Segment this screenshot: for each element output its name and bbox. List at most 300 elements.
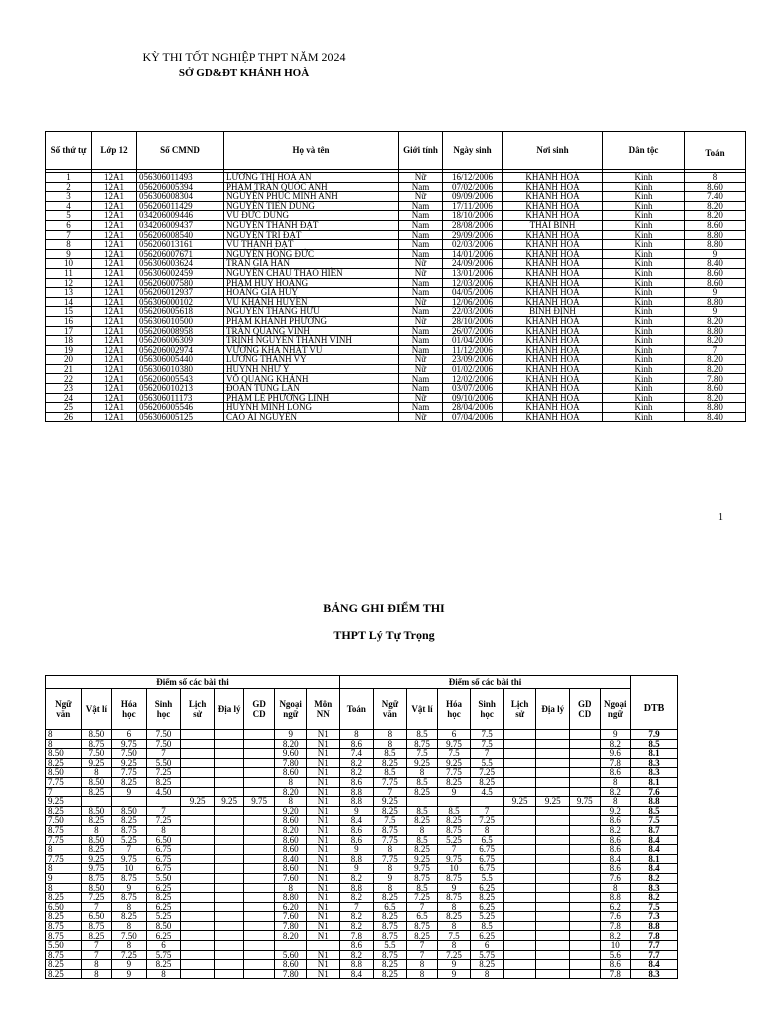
table-cell: 8.3 xyxy=(631,758,678,768)
table-cell xyxy=(503,912,536,922)
table-cell: 8.5 xyxy=(407,835,438,845)
table-cell: 5.75 xyxy=(471,950,504,960)
table-cell: LƯƠNG THANH VY xyxy=(224,355,399,365)
table-cell: 6.25 xyxy=(146,902,181,912)
table-cell: Nam xyxy=(399,345,443,355)
table-cell: Nam xyxy=(399,182,443,192)
table-cell: 16 xyxy=(46,316,92,326)
table-cell: 7.50 xyxy=(146,739,181,749)
table-cell: N1 xyxy=(307,787,340,797)
table-cell: 7.50 xyxy=(112,749,147,759)
table-cell: Nữ xyxy=(399,173,443,183)
table-cell: Kinh xyxy=(603,240,685,250)
table-cell: 6.25 xyxy=(471,902,504,912)
table-cell: 8.25 xyxy=(81,931,112,941)
table-cell: 056206007671 xyxy=(137,249,224,259)
table-cell: TRẦN GIA HÂN xyxy=(224,259,399,269)
table-cell: 8.60 xyxy=(685,182,746,192)
table-cell: 12A1 xyxy=(92,355,137,365)
table-cell: 8.4 xyxy=(631,835,678,845)
table-cell: Kinh xyxy=(603,259,685,269)
table-cell xyxy=(570,902,601,912)
table-cell xyxy=(307,941,340,951)
table-row xyxy=(46,969,678,979)
table-cell: 7.6 xyxy=(600,912,631,922)
table-cell: 8.25 xyxy=(437,912,471,922)
table-cell: 7 xyxy=(340,902,374,912)
table-cell xyxy=(214,931,244,941)
table-cell: N1 xyxy=(307,825,340,835)
table-cell: BÌNH ĐỊNH xyxy=(503,307,603,317)
table-cell: 6.5 xyxy=(373,902,407,912)
table-cell: 18/10/2006 xyxy=(443,211,503,221)
table-cell: N1 xyxy=(307,768,340,778)
table-cell: 7.8 xyxy=(340,931,374,941)
table1-header-cell: Số CMND xyxy=(137,132,224,170)
table-cell: 8.75 xyxy=(407,739,438,749)
table-cell: 056306011493 xyxy=(137,173,224,183)
table-cell: N1 xyxy=(307,864,340,874)
table-cell xyxy=(244,758,275,768)
table-cell: 056206013161 xyxy=(137,240,224,250)
table-cell xyxy=(503,950,536,960)
table-cell: 14 xyxy=(46,297,92,307)
table-cell: 8.20 xyxy=(685,364,746,374)
table-cell: 7.3 xyxy=(631,912,678,922)
table-cell: 12/02/2006 xyxy=(443,374,503,384)
table1-clip xyxy=(0,0,725,500)
table-cell: N1 xyxy=(307,845,340,855)
table-cell xyxy=(536,845,570,855)
table-cell: 6.20 xyxy=(274,902,307,912)
table-cell: 8.1 xyxy=(631,777,678,787)
table-cell: 056206006309 xyxy=(137,336,224,346)
table-cell: 8 xyxy=(373,864,407,874)
table-row xyxy=(46,192,746,202)
table-cell xyxy=(181,758,215,768)
table-cell: 8.4 xyxy=(340,969,374,979)
table-cell: 7.9 xyxy=(631,730,678,740)
table-cell: Kinh xyxy=(603,345,685,355)
table2-header-cell: Lịch sử xyxy=(181,689,215,730)
table-cell xyxy=(570,931,601,941)
table-cell: 8.8 xyxy=(631,797,678,807)
table-cell: 9 xyxy=(437,969,471,979)
table-cell: 8 xyxy=(274,797,307,807)
table-cell: 034206009437 xyxy=(137,220,224,230)
table-cell: 07/02/2006 xyxy=(443,182,503,192)
table-cell: 6 xyxy=(46,220,92,230)
table-cell: 19 xyxy=(46,345,92,355)
table-cell: Kinh xyxy=(603,220,685,230)
table-cell: 8.6 xyxy=(600,960,631,970)
table-cell xyxy=(503,893,536,903)
table-cell: 7.25 xyxy=(471,816,504,826)
table-cell: 8.60 xyxy=(274,960,307,970)
table-row xyxy=(46,835,678,845)
table-cell: PHẠM KHÁNH PHƯƠNG xyxy=(224,316,399,326)
table-cell xyxy=(503,758,536,768)
table-cell: 21 xyxy=(46,364,92,374)
table-cell: KHÁNH HOÀ xyxy=(503,211,603,221)
student-info-table xyxy=(45,131,746,422)
table-cell: Nam xyxy=(399,336,443,346)
table1-header-cell: Nơi sinh xyxy=(503,132,603,170)
table-cell: NGUYỄN TRÍ ĐẠT xyxy=(224,230,399,240)
table-cell: 8 xyxy=(407,969,438,979)
table-cell: N1 xyxy=(307,835,340,845)
table-cell: 056206005543 xyxy=(137,374,224,384)
table-cell: 8.6 xyxy=(340,777,374,787)
table-cell: 8.2 xyxy=(600,787,631,797)
table-cell xyxy=(570,825,601,835)
table-cell xyxy=(214,768,244,778)
table-cell: 14/01/2006 xyxy=(443,249,503,259)
table-cell: 6.75 xyxy=(146,845,181,855)
table-cell: 8.25 xyxy=(373,758,407,768)
table-cell: 5.60 xyxy=(274,950,307,960)
table-cell: 9 xyxy=(373,873,407,883)
table-row xyxy=(46,730,678,740)
table-cell: 12A1 xyxy=(92,240,137,250)
table-cell xyxy=(181,864,215,874)
table-cell: 8.3 xyxy=(631,768,678,778)
table-cell xyxy=(244,931,275,941)
table-cell xyxy=(570,854,601,864)
table2-header-cell: Vật lí xyxy=(407,689,438,730)
table-cell: 9.75 xyxy=(244,797,275,807)
table-cell: 7.8 xyxy=(600,758,631,768)
table-cell: 034206009446 xyxy=(137,211,224,221)
table-cell: 8.20 xyxy=(685,393,746,403)
table-cell xyxy=(536,950,570,960)
table-cell: 8.75 xyxy=(437,873,471,883)
table-row xyxy=(46,902,678,912)
table-cell xyxy=(244,825,275,835)
table-cell xyxy=(181,883,215,893)
table-cell: 7.5 xyxy=(471,730,504,740)
table-cell: Kinh xyxy=(603,326,685,336)
table-cell: 8.60 xyxy=(685,268,746,278)
table-cell: 8.50 xyxy=(81,835,112,845)
table-cell: Nam xyxy=(399,374,443,384)
table-cell xyxy=(181,854,215,864)
table-cell: 8.6 xyxy=(600,864,631,874)
table-cell: 5.50 xyxy=(146,873,181,883)
table-cell: 8.40 xyxy=(274,854,307,864)
table-cell: 8.75 xyxy=(373,921,407,931)
table-cell: 6.25 xyxy=(146,883,181,893)
table2-group-row xyxy=(46,676,678,689)
table-cell: 8 xyxy=(46,739,82,749)
table-cell: 8.4 xyxy=(340,816,374,826)
table-cell: 8.2 xyxy=(600,739,631,749)
table-cell: 056306002459 xyxy=(137,268,224,278)
table-cell xyxy=(503,864,536,874)
table-cell: 12A1 xyxy=(92,403,137,413)
table-cell: 8 xyxy=(373,883,407,893)
table-cell: 20 xyxy=(46,355,92,365)
table-cell: 8.25 xyxy=(146,777,181,787)
table-cell xyxy=(503,960,536,970)
table-cell xyxy=(181,902,215,912)
table-cell: 8.20 xyxy=(685,355,746,365)
table1-header-cell: Dân tộc xyxy=(603,132,685,170)
table-cell: 7.75 xyxy=(46,777,82,787)
table-cell: Nữ xyxy=(399,412,443,422)
table-cell: 8.75 xyxy=(46,931,82,941)
table-cell: 7.75 xyxy=(373,835,407,845)
table-cell xyxy=(214,835,244,845)
table-cell: 8.75 xyxy=(407,873,438,883)
table-cell xyxy=(503,931,536,941)
table-cell xyxy=(244,873,275,883)
table-cell: 8 xyxy=(437,921,471,931)
table-cell: 9.25 xyxy=(112,758,147,768)
page-number: 1 xyxy=(718,512,723,523)
table-cell: 8.25 xyxy=(46,969,82,979)
table-cell: 8 xyxy=(685,173,746,183)
table-cell xyxy=(181,816,215,826)
table2-header-cell: Toán xyxy=(340,689,374,730)
table-cell: 7.80 xyxy=(274,969,307,979)
table-cell: 8.25 xyxy=(146,960,181,970)
table-cell xyxy=(214,787,244,797)
table-row xyxy=(46,336,746,346)
table-cell: N1 xyxy=(307,854,340,864)
table-cell: 5.75 xyxy=(146,950,181,960)
table-cell: 12A1 xyxy=(92,211,137,221)
table-cell xyxy=(570,816,601,826)
table-cell xyxy=(503,816,536,826)
table-cell xyxy=(503,749,536,759)
table-cell: 7.25 xyxy=(407,893,438,903)
table-cell: 8.6 xyxy=(600,845,631,855)
table-cell xyxy=(181,969,215,979)
table-row xyxy=(46,211,746,221)
table-cell: NGUYỄN CHÂU THẢO HIỀN xyxy=(224,268,399,278)
table-cell xyxy=(536,883,570,893)
table-cell: 12 xyxy=(46,278,92,288)
table-cell: 056206002974 xyxy=(137,345,224,355)
table-cell xyxy=(570,758,601,768)
table-cell xyxy=(503,921,536,931)
table-cell: 6 xyxy=(112,730,147,740)
table-cell: 28/10/2006 xyxy=(443,316,503,326)
table-cell: 6.75 xyxy=(146,864,181,874)
table-cell: 8 xyxy=(373,730,407,740)
table-cell: 13 xyxy=(46,288,92,298)
table-cell: N1 xyxy=(307,873,340,883)
table-cell xyxy=(244,902,275,912)
table-cell: 8 xyxy=(407,768,438,778)
table-cell: N1 xyxy=(307,969,340,979)
table-cell: NGUYỄN TIẾN DŨNG xyxy=(224,201,399,211)
table-cell xyxy=(214,873,244,883)
table-cell xyxy=(214,749,244,759)
table-cell xyxy=(214,902,244,912)
table-cell xyxy=(570,912,601,922)
table-cell: 8.1 xyxy=(631,854,678,864)
table-cell: Kinh xyxy=(603,288,685,298)
exam-title: KỲ THI TỐT NGHIỆP THPT NĂM 2024 xyxy=(142,50,346,64)
table-cell xyxy=(536,768,570,778)
table-cell: 9.25 xyxy=(536,797,570,807)
table-cell: 8.8 xyxy=(340,854,374,864)
table2-header-cell: Sinh học xyxy=(146,689,181,730)
table-row xyxy=(46,173,746,183)
table-row xyxy=(46,259,746,269)
table-cell: N1 xyxy=(307,806,340,816)
table-cell: 8.5 xyxy=(407,777,438,787)
table-cell xyxy=(536,777,570,787)
table-cell: 8.25 xyxy=(46,912,82,922)
table-row xyxy=(46,883,678,893)
table-cell xyxy=(214,969,244,979)
table-cell xyxy=(503,787,536,797)
table-cell: Kinh xyxy=(603,201,685,211)
table-cell: 6.75 xyxy=(471,864,504,874)
table-cell xyxy=(570,845,601,855)
table-row xyxy=(46,854,678,864)
table-row xyxy=(46,768,678,778)
table-cell xyxy=(570,864,601,874)
table-cell: 5.25 xyxy=(471,912,504,922)
table-cell: Kinh xyxy=(603,249,685,259)
table-cell xyxy=(181,960,215,970)
table-row xyxy=(46,797,678,807)
table-cell: 056306010500 xyxy=(137,316,224,326)
table-cell: 7.80 xyxy=(274,921,307,931)
table-cell: 7.7 xyxy=(631,941,678,951)
table-cell: 056206005618 xyxy=(137,307,224,317)
table-cell: 2 xyxy=(46,182,92,192)
table-cell xyxy=(503,941,536,951)
table2-header-cell: Sinh học xyxy=(471,689,504,730)
table-cell: 8.2 xyxy=(340,873,374,883)
table-cell: 5.25 xyxy=(112,835,147,845)
table-cell xyxy=(181,749,215,759)
table-cell: 25 xyxy=(46,403,92,413)
table-cell xyxy=(214,921,244,931)
table-row xyxy=(46,182,746,192)
table-row xyxy=(46,230,746,240)
table-cell: 8.4 xyxy=(631,960,678,970)
table-cell: 9.6 xyxy=(600,749,631,759)
table-cell: 12/03/2006 xyxy=(443,278,503,288)
table-cell: 4 xyxy=(46,201,92,211)
table-cell: 9 xyxy=(437,883,471,893)
table-cell: NGUYỄN PHÚC MINH ANH xyxy=(224,192,399,202)
table-cell: 7.5 xyxy=(407,749,438,759)
table2-header-cell: Hóa học xyxy=(112,689,147,730)
table-row xyxy=(46,278,746,288)
table-cell: 8.2 xyxy=(340,893,374,903)
table-cell: 7.50 xyxy=(46,816,82,826)
table-cell xyxy=(244,845,275,855)
table-cell xyxy=(570,768,601,778)
table-cell: 8.50 xyxy=(81,777,112,787)
school-name: THPT Lý Tự Trọng xyxy=(333,628,435,642)
table-cell: KHÁNH HOÀ xyxy=(503,297,603,307)
table-cell: N1 xyxy=(307,931,340,941)
table-row xyxy=(46,326,746,336)
table-cell: Nam xyxy=(399,307,443,317)
table-cell: Nam xyxy=(399,201,443,211)
table-cell xyxy=(570,969,601,979)
table-cell: 8.20 xyxy=(685,211,746,221)
table-cell: 8.5 xyxy=(471,921,504,931)
table-cell: Nam xyxy=(399,326,443,336)
table-cell: 7.25 xyxy=(146,816,181,826)
table-cell: 7.8 xyxy=(631,931,678,941)
table-cell: 8.75 xyxy=(112,873,147,883)
table-cell: 12A1 xyxy=(92,182,137,192)
table-cell xyxy=(81,797,112,807)
table-cell: Kinh xyxy=(603,403,685,413)
table-cell: N1 xyxy=(307,816,340,826)
table-cell: Kinh xyxy=(603,336,685,346)
table-cell xyxy=(181,835,215,845)
table-cell xyxy=(437,797,471,807)
table-cell: 8.8 xyxy=(340,960,374,970)
table-cell: 8.75 xyxy=(373,931,407,941)
table-cell: KHÁNH HOÀ xyxy=(503,326,603,336)
table-row xyxy=(46,384,746,394)
table-cell xyxy=(407,797,438,807)
table-row xyxy=(46,941,678,951)
table-cell: 9 xyxy=(112,969,147,979)
table-cell: Kinh xyxy=(603,374,685,384)
table-cell: 9.25 xyxy=(214,797,244,807)
table-cell xyxy=(536,739,570,749)
table-cell: HOÀNG GIA HUY xyxy=(224,288,399,298)
table-cell: 8.25 xyxy=(407,787,438,797)
table-cell: 056206010213 xyxy=(137,384,224,394)
table-cell: 8.25 xyxy=(81,787,112,797)
table-cell xyxy=(536,787,570,797)
table-cell: Kinh xyxy=(603,173,685,183)
table-cell: 9.25 xyxy=(437,758,471,768)
table-cell: 7 xyxy=(81,950,112,960)
table-cell: 8 xyxy=(112,941,147,951)
table-cell: 8.25 xyxy=(46,758,82,768)
table-cell: Kinh xyxy=(603,230,685,240)
table-cell: 8.75 xyxy=(46,921,82,931)
table-cell: 8.25 xyxy=(81,816,112,826)
table-cell xyxy=(214,816,244,826)
table1-header-cell: Số thứ tự xyxy=(46,132,92,170)
table-cell: 8.20 xyxy=(685,316,746,326)
table-cell: N1 xyxy=(307,797,340,807)
table-cell: 7.6 xyxy=(631,787,678,797)
table-cell: 7.25 xyxy=(471,768,504,778)
table-cell: 04/05/2006 xyxy=(443,288,503,298)
table-cell xyxy=(244,749,275,759)
table-cell: 8.25 xyxy=(373,912,407,922)
table-cell: 12A1 xyxy=(92,278,137,288)
table-cell: 16/12/2006 xyxy=(443,173,503,183)
table2-header-cell: Ngữ văn xyxy=(373,689,407,730)
table-cell: 8.75 xyxy=(437,893,471,903)
table-cell xyxy=(181,777,215,787)
table-cell: 9.25 xyxy=(407,854,438,864)
table-cell: 7 xyxy=(437,845,471,855)
table-cell: 8.20 xyxy=(274,931,307,941)
table-cell: 9.75 xyxy=(437,739,471,749)
table-cell: 8.6 xyxy=(340,825,374,835)
table-cell: N1 xyxy=(307,883,340,893)
